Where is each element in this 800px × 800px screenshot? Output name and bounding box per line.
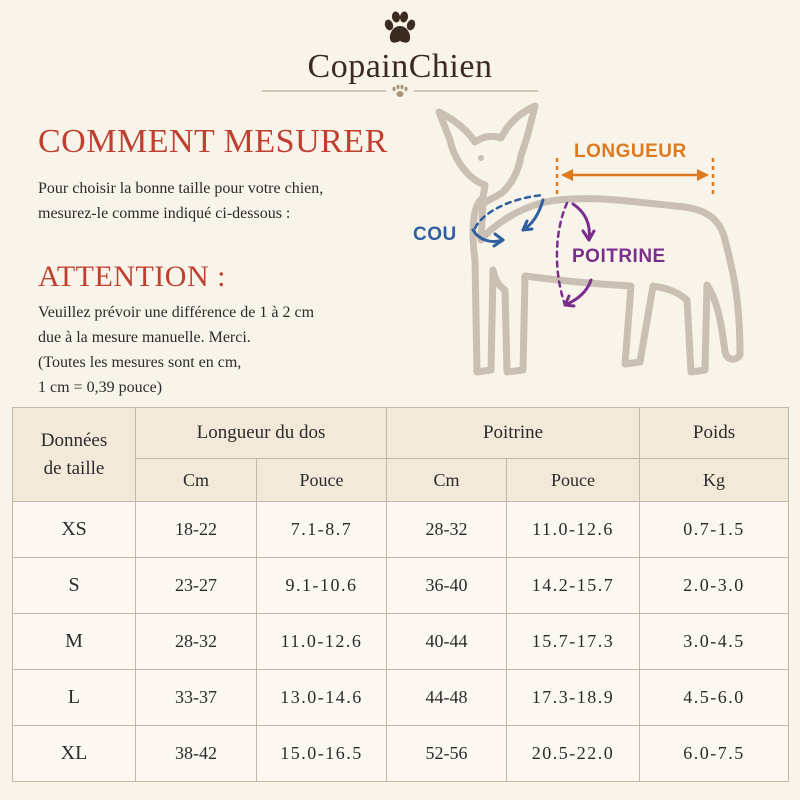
table-cell: 13.0-14.6 [257, 670, 387, 726]
chest-header: Poitrine [387, 408, 640, 459]
how-to-line: mesurez-le comme indiqué ci-dessous : [38, 205, 291, 222]
table-cell: 4.5-6.0 [640, 670, 789, 726]
table-cell: 23-27 [136, 558, 257, 614]
table-cell: 33-37 [136, 670, 257, 726]
size-cell: L [13, 670, 136, 726]
attention-line: Veuillez prévoir une différence de 1 à 2 cm [38, 304, 315, 321]
table-cell: 11.0-12.6 [507, 502, 640, 558]
table-row [13, 726, 789, 782]
table-cell: 28-32 [136, 614, 257, 670]
how-to-line: Pour choisir la bonne taille pour votre chien, [38, 180, 324, 197]
how-to-measure-title: COMMENT MESURER [38, 123, 388, 160]
dog-eye [478, 155, 484, 161]
table-cell: 28-32 [387, 502, 507, 558]
table-cell: 15.0-16.5 [257, 726, 387, 782]
attention-line: (Toutes les mesures sont en cm, [38, 354, 242, 371]
table-cell: 44-48 [387, 670, 507, 726]
table-cell: 11.0-12.6 [257, 614, 387, 670]
size-cell: S [13, 558, 136, 614]
table-cell: 38-42 [136, 726, 257, 782]
poitrine-label: POITRINE [572, 246, 666, 267]
table-cell: 0.7-1.5 [640, 502, 789, 558]
weight-header: Poids [640, 408, 789, 459]
longueur-measure-line [557, 158, 713, 195]
table-header-row [13, 408, 789, 459]
longueur-label: LONGUEUR [574, 141, 687, 162]
attention-title: ATTENTION : [38, 260, 226, 293]
how-to-measure-text [38, 176, 378, 226]
unit-header: Cm [136, 459, 257, 502]
table-cell: 15.7-17.3 [507, 614, 640, 670]
small-paw-icon [392, 85, 407, 97]
back-length-header: Longueur du dos [136, 408, 387, 459]
ornament-divider [262, 84, 538, 98]
table-cell: 52-56 [387, 726, 507, 782]
table-row [13, 614, 789, 670]
table-cell: 14.2-15.7 [507, 558, 640, 614]
table-cell: 20.5-22.0 [507, 726, 640, 782]
corner-line: de taille [43, 457, 105, 479]
table-cell: 2.0-3.0 [640, 558, 789, 614]
table-row [13, 558, 789, 614]
table-cell: 3.0-4.5 [640, 614, 789, 670]
header [0, 0, 800, 110]
unit-header: Kg [640, 459, 789, 502]
size-column-header [13, 408, 136, 502]
table-cell: 7.1-8.7 [257, 502, 387, 558]
table-cell: 18-22 [136, 502, 257, 558]
table-cell: 6.0-7.5 [640, 726, 789, 782]
unit-header: Cm [387, 459, 507, 502]
attention-text [38, 300, 378, 400]
table-cell: 36-40 [387, 558, 507, 614]
brand-name: CopainChien [307, 48, 493, 85]
corner-line: Données [40, 429, 108, 451]
table-row [13, 670, 789, 726]
unit-header: Pouce [507, 459, 640, 502]
size-cell: XL [13, 726, 136, 782]
attention-line: due à la mesure manuelle. Merci. [38, 329, 251, 346]
size-cell: M [13, 614, 136, 670]
attention-line: 1 cm = 0,39 pouce) [38, 379, 163, 396]
cou-label: COU [413, 224, 457, 245]
size-chart-table [12, 407, 789, 782]
unit-header: Pouce [257, 459, 387, 502]
table-cell: 40-44 [387, 614, 507, 670]
table-row [13, 502, 789, 558]
table-cell: 17.3-18.9 [507, 670, 640, 726]
table-cell: 9.1-10.6 [257, 558, 387, 614]
size-cell: XS [13, 502, 136, 558]
paw-icon [381, 10, 419, 48]
